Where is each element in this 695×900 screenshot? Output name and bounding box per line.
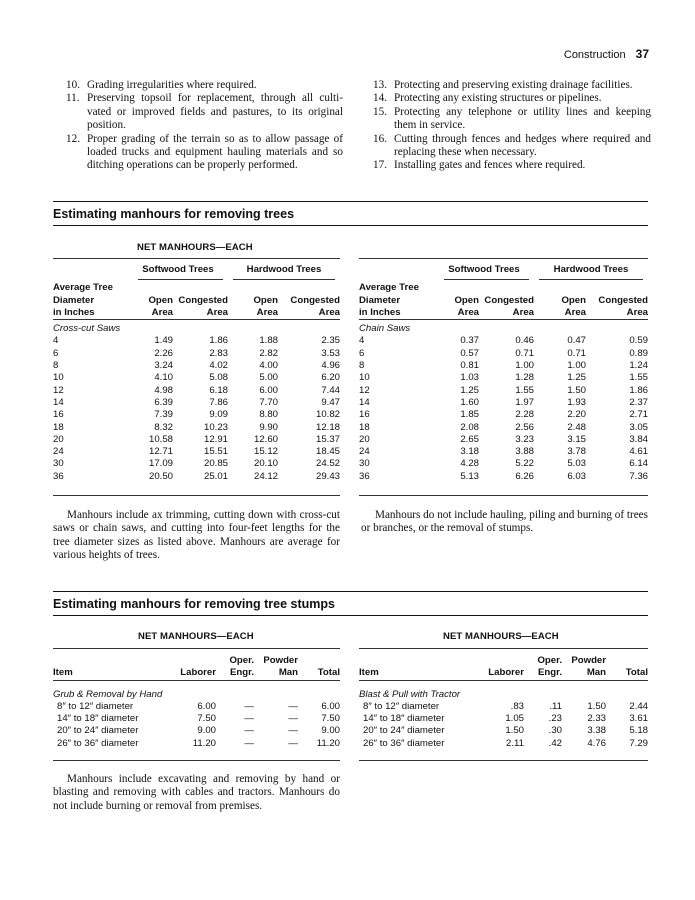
value-cell: 4.00: [259, 360, 278, 372]
col-area: Area: [512, 306, 534, 318]
row-label-cell: 24: [53, 446, 64, 458]
value-cell: .23: [548, 713, 562, 725]
table-row: [359, 713, 648, 725]
item-number: 14.: [373, 92, 387, 105]
trees-title-text: Estimating manhours for removing trees: [53, 207, 295, 221]
value-cell: 5.22: [515, 458, 534, 470]
value-cell: 1.25: [460, 384, 479, 396]
softwood-group-header: Softwood Trees: [142, 264, 214, 275]
value-cell: 10.82: [315, 409, 340, 421]
row-label-cell: 6: [359, 347, 365, 359]
list-item: [367, 106, 651, 133]
value-cell: 12.60: [253, 433, 278, 445]
value-cell: —: [244, 725, 254, 737]
table-row: [53, 409, 340, 421]
col-powder: Powder: [263, 655, 298, 666]
value-cell: 1.50: [505, 725, 524, 737]
item-number: 12.: [66, 132, 80, 145]
value-cell: 1.03: [460, 372, 479, 384]
stumps-caption-left: NET MANHOURS—EACH: [138, 631, 254, 642]
value-cell: 6.00: [259, 384, 278, 396]
row-label-cell: 20″ to 24″ diameter: [57, 725, 139, 737]
col-total: Total: [625, 667, 648, 679]
col-man: Man: [586, 667, 606, 679]
item-number: 13.: [373, 79, 387, 91]
value-cell: —: [288, 725, 298, 737]
intro-list-right: [367, 79, 651, 173]
list-item: [367, 79, 651, 92]
row-label-cell: 26″ to 36″ diameter: [363, 737, 445, 749]
row-label-cell: 14: [53, 396, 64, 408]
item-text: Proper grading of the terrain so as to allow passage of loaded trucks and equipment hauling materials and so ditching operations can be properly performed.: [87, 132, 343, 172]
value-cell: 3.84: [629, 433, 648, 445]
value-cell: 1.55: [629, 372, 648, 384]
value-cell: —: [288, 700, 298, 712]
table-row: [359, 446, 648, 458]
col-engr: Engr.: [230, 667, 254, 679]
row-head: Average Tree: [53, 282, 113, 294]
item-text: Protecting and preserving existing drainage facilities.: [394, 79, 633, 91]
section-name: Construction: [563, 49, 626, 61]
value-cell: 5.18: [629, 725, 648, 737]
table-bottom-rule: [359, 760, 648, 761]
table-row: [53, 701, 340, 713]
group-label: Grub & Removal by Hand: [53, 688, 163, 700]
row-label-cell: 16: [53, 409, 64, 421]
value-cell: 0.47: [567, 335, 586, 347]
value-cell: 2.71: [629, 409, 648, 421]
hardwood-group-header: Hardwood Trees: [553, 264, 629, 275]
table-row: [53, 713, 340, 725]
col-area: Area: [564, 306, 586, 318]
item-text: Protecting any telephone or utility lines and keeping them in service.: [394, 105, 651, 132]
table-row: [359, 738, 648, 750]
table-row: [359, 458, 648, 470]
list-item: [367, 159, 651, 172]
table-row: [53, 360, 340, 372]
group-label: Chain Saws: [359, 323, 411, 335]
value-cell: 2.37: [629, 396, 648, 408]
col-area: Area: [206, 306, 228, 318]
value-cell: 6.00: [321, 700, 340, 712]
row-label-cell: 20: [359, 433, 370, 445]
col-item: Item: [359, 667, 379, 679]
col-open: Open: [454, 294, 479, 306]
value-cell: 0.46: [515, 335, 534, 347]
value-cell: 11.20: [316, 737, 340, 749]
list-item: [60, 79, 343, 92]
table-row: [359, 348, 648, 360]
row-label-cell: 8: [53, 360, 59, 372]
row-label-cell: 36: [359, 470, 370, 482]
table-row: [53, 422, 340, 434]
item-number: 10.: [66, 79, 80, 91]
value-cell: 7.86: [209, 396, 228, 408]
value-cell: 0.81: [460, 360, 479, 372]
row-label-cell: 24: [359, 446, 370, 458]
stumps-note: Manhours include excavating and removing by hand or blasting and removing with cables and tractors. Manhours do not include burning or removal from premises.: [53, 773, 340, 812]
row-label-cell: 36: [53, 470, 64, 482]
row-head: in Inches: [359, 306, 401, 318]
hardwood-group-header: Hardwood Trees: [246, 264, 322, 275]
item-text: Preserving topsoil for replacement, through all culti-vated or improved fields and pastures, to its original position.: [87, 92, 343, 132]
value-cell: 4.96: [321, 360, 340, 372]
value-cell: 3.05: [629, 421, 648, 433]
table-row: [53, 471, 340, 483]
value-cell: 0.71: [567, 347, 586, 359]
table-row: [359, 471, 648, 483]
row-label-cell: 4: [53, 335, 59, 347]
value-cell: 1.05: [505, 713, 524, 725]
value-cell: 1.55: [515, 384, 534, 396]
value-cell: 7.36: [629, 470, 648, 482]
col-area: Area: [626, 306, 648, 318]
row-label-cell: 8: [359, 360, 365, 372]
table-bottom-rule: [359, 495, 648, 496]
row-label-cell: 16: [359, 409, 370, 421]
item-number: 11.: [66, 92, 80, 105]
col-man: Man: [278, 667, 298, 679]
value-cell: 7.44: [321, 384, 340, 396]
value-cell: 5.00: [259, 372, 278, 384]
value-cell: 0.89: [629, 347, 648, 359]
value-cell: —: [244, 737, 254, 749]
value-cell: 1.85: [460, 409, 479, 421]
value-cell: .30: [548, 725, 562, 737]
value-cell: —: [288, 713, 298, 725]
value-cell: 5.08: [209, 372, 228, 384]
col-laborer: Laborer: [180, 667, 216, 679]
value-cell: 2.08: [460, 421, 479, 433]
table-top-rule: [53, 258, 340, 259]
value-cell: 9.00: [321, 725, 340, 737]
col-oper: Oper.: [229, 655, 254, 666]
value-cell: 15.12: [253, 446, 278, 458]
value-cell: 24.52: [315, 458, 340, 470]
col-open: Open: [561, 294, 586, 306]
value-cell: 2.82: [259, 347, 278, 359]
list-item: [60, 133, 343, 173]
value-cell: 7.50: [197, 713, 216, 725]
table-row: [53, 725, 340, 737]
value-cell: 12.91: [203, 433, 228, 445]
list-item: [60, 92, 343, 132]
value-cell: 15.51: [203, 446, 228, 458]
value-cell: 6.18: [209, 384, 228, 396]
value-cell: 1.25: [567, 372, 586, 384]
stumps-table-right: [359, 655, 648, 750]
value-cell: 6.20: [321, 372, 340, 384]
value-cell: 9.00: [197, 725, 216, 737]
value-cell: —: [244, 700, 254, 712]
value-cell: 1.93: [567, 396, 586, 408]
table-row: [53, 348, 340, 360]
value-cell: 3.23: [515, 433, 534, 445]
table-row: [359, 701, 648, 713]
col-item: Item: [53, 667, 73, 679]
value-cell: 3.53: [321, 347, 340, 359]
value-cell: 3.18: [460, 446, 479, 458]
value-cell: 1.97: [515, 396, 534, 408]
value-cell: 9.09: [209, 409, 228, 421]
item-number: 17.: [373, 159, 387, 172]
trees-table-right: [359, 264, 648, 483]
intro-list-left: [60, 79, 343, 173]
value-cell: 6.03: [567, 470, 586, 482]
item-text: Cutting through fences and hedges where required and replacing these when necessary.: [394, 132, 651, 159]
value-cell: 8.80: [259, 409, 278, 421]
softwood-group-header: Softwood Trees: [448, 264, 520, 275]
value-cell: 5.13: [460, 470, 479, 482]
value-cell: .83: [510, 700, 524, 712]
value-cell: 1.00: [567, 360, 586, 372]
table-row: [359, 434, 648, 446]
row-label-cell: 10: [359, 372, 370, 384]
title-rule: [53, 225, 648, 226]
value-cell: 20.85: [203, 458, 228, 470]
col-area: Area: [256, 306, 278, 318]
value-cell: —: [244, 713, 254, 725]
value-cell: 7.70: [259, 396, 278, 408]
value-cell: 2.35: [321, 335, 340, 347]
value-cell: 0.37: [460, 335, 479, 347]
value-cell: 3.88: [515, 446, 534, 458]
row-head: in Inches: [53, 306, 95, 318]
table-top-rule: [359, 258, 648, 259]
col-congested: Congested: [178, 294, 228, 306]
value-cell: 0.57: [460, 347, 479, 359]
table-bottom-rule: [53, 495, 340, 496]
trees-note-left: Manhours include ax trimming, cutting down with cross-cut saws or chain saws, and cutting into four-feet lengths for the tree diameter sizes as listed above. Manhours are average for various heights of trees.: [53, 509, 340, 562]
table-row: [359, 385, 648, 397]
trees-section-title: [53, 201, 648, 221]
group-label: Blast & Pull with Tractor: [359, 688, 461, 700]
value-cell: 1.50: [587, 700, 606, 712]
stumps-title-text: Estimating manhours for removing tree stumps: [53, 597, 335, 611]
group-label: Cross-cut Saws: [53, 323, 121, 335]
col-congested: Congested: [290, 294, 340, 306]
value-cell: 3.78: [567, 446, 586, 458]
table-row: [359, 725, 648, 737]
value-cell: 5.03: [567, 458, 586, 470]
value-cell: 4.61: [629, 446, 648, 458]
value-cell: 0.71: [515, 347, 534, 359]
value-cell: 10.58: [148, 433, 173, 445]
trees-note-right: Manhours do not include hauling, piling and burning of trees or branches, or the removal of stumps.: [361, 509, 648, 535]
stumps-table-left: [53, 655, 340, 750]
value-cell: 2.33: [587, 713, 606, 725]
table-row: [53, 446, 340, 458]
table-row: [53, 458, 340, 470]
value-cell: 1.49: [154, 335, 173, 347]
table-row: [53, 385, 340, 397]
value-cell: 2.56: [515, 421, 534, 433]
col-open: Open: [253, 294, 278, 306]
value-cell: 1.00: [515, 360, 534, 372]
value-cell: 29.43: [315, 470, 340, 482]
row-label-cell: 8″ to 12″ diameter: [57, 700, 134, 712]
value-cell: 0.59: [629, 335, 648, 347]
row-label-cell: 8″ to 12″ diameter: [363, 700, 440, 712]
value-cell: 1.50: [567, 384, 586, 396]
table-row: [53, 335, 340, 347]
col-congested: Congested: [598, 294, 648, 306]
row-label-cell: 26″ to 36″ diameter: [57, 737, 139, 749]
value-cell: 4.02: [209, 360, 228, 372]
value-cell: 2.28: [515, 409, 534, 421]
value-cell: 2.48: [567, 421, 586, 433]
value-cell: 15.37: [315, 433, 340, 445]
value-cell: 6.14: [629, 458, 648, 470]
value-cell: 1.24: [629, 360, 648, 372]
trees-table-left: [53, 264, 340, 483]
row-label-cell: 20: [53, 433, 64, 445]
value-cell: 9.90: [259, 421, 278, 433]
trees-caption: NET MANHOURS—EACH: [137, 242, 253, 253]
row-label-cell: 14″ to 18″ diameter: [57, 713, 139, 725]
value-cell: 8.32: [154, 421, 173, 433]
value-cell: 2.83: [209, 347, 228, 359]
table-row: [53, 397, 340, 409]
row-label-cell: 20″ to 24″ diameter: [363, 725, 445, 737]
table-row: [359, 335, 648, 347]
value-cell: 2.26: [154, 347, 173, 359]
value-cell: 4.10: [154, 372, 173, 384]
table-row: [359, 422, 648, 434]
row-label-cell: 14″ to 18″ diameter: [363, 713, 445, 725]
row-label-cell: 18: [53, 421, 64, 433]
row-head: Diameter: [53, 294, 95, 306]
col-powder: Powder: [571, 655, 606, 666]
value-cell: 17.09: [148, 458, 173, 470]
table-bottom-rule: [53, 760, 340, 761]
table-row: [359, 397, 648, 409]
item-text: Installing gates and fences where required.: [394, 159, 586, 172]
value-cell: —: [288, 737, 298, 749]
col-engr: Engr.: [538, 667, 562, 679]
title-rule: [53, 615, 648, 616]
value-cell: 11.20: [192, 737, 216, 749]
col-area: Area: [457, 306, 479, 318]
col-laborer: Laborer: [488, 667, 524, 679]
row-label-cell: 10: [53, 372, 64, 384]
stumps-section-title: [53, 591, 648, 611]
row-label-cell: 30: [359, 458, 370, 470]
value-cell: 9.47: [321, 396, 340, 408]
list-item: [367, 92, 651, 105]
value-cell: 2.65: [460, 433, 479, 445]
row-label-cell: 12: [359, 384, 370, 396]
item-number: 15.: [373, 105, 387, 118]
value-cell: 1.86: [629, 384, 648, 396]
stumps-caption-right: NET MANHOURS—EACH: [443, 631, 559, 642]
table-row: [359, 372, 648, 384]
value-cell: 6.39: [154, 396, 173, 408]
item-number: 16.: [373, 132, 387, 145]
value-cell: .42: [548, 737, 562, 749]
value-cell: 2.44: [629, 700, 648, 712]
row-label-cell: 4: [359, 335, 365, 347]
value-cell: 12.71: [148, 446, 173, 458]
item-text: Grading irregularities where required.: [87, 79, 257, 91]
value-cell: 2.20: [567, 409, 586, 421]
row-head: Diameter: [359, 294, 401, 306]
value-cell: 6.00: [197, 700, 216, 712]
value-cell: 3.15: [567, 433, 586, 445]
value-cell: 3.38: [587, 725, 606, 737]
value-cell: 1.28: [515, 372, 534, 384]
value-cell: 1.88: [259, 335, 278, 347]
value-cell: 10.23: [203, 421, 228, 433]
value-cell: 18.45: [315, 446, 340, 458]
row-head: Average Tree: [359, 282, 419, 294]
value-cell: 20.10: [253, 458, 278, 470]
table-top-rule: [53, 648, 340, 649]
value-cell: 7.50: [321, 713, 340, 725]
col-area: Area: [151, 306, 173, 318]
value-cell: 25.01: [203, 470, 228, 482]
col-total: Total: [317, 667, 340, 679]
value-cell: 24.12: [253, 470, 278, 482]
value-cell: 1.60: [460, 396, 479, 408]
col-area: Area: [318, 306, 340, 318]
table-row: [359, 360, 648, 372]
col-open: Open: [148, 294, 173, 306]
table-row: [53, 738, 340, 750]
value-cell: 2.11: [506, 737, 524, 749]
row-label-cell: 18: [359, 421, 370, 433]
running-head: [564, 47, 649, 61]
table-row: [359, 409, 648, 421]
value-cell: 20.50: [148, 470, 173, 482]
value-cell: 7.39: [154, 409, 173, 421]
value-cell: 7.29: [629, 737, 648, 749]
page-number: 37: [635, 47, 649, 61]
value-cell: 4.98: [154, 384, 173, 396]
value-cell: .11: [549, 700, 562, 712]
row-label-cell: 30: [53, 458, 64, 470]
value-cell: 4.76: [587, 737, 606, 749]
value-cell: 1.86: [209, 335, 228, 347]
value-cell: 3.24: [154, 360, 173, 372]
table-row: [53, 372, 340, 384]
list-item: [367, 133, 651, 160]
item-text: Protecting any existing structures or pipelines.: [394, 92, 602, 105]
value-cell: 4.28: [460, 458, 479, 470]
row-label-cell: 14: [359, 396, 370, 408]
row-label-cell: 12: [53, 384, 64, 396]
value-cell: 12.18: [315, 421, 340, 433]
row-label-cell: 6: [53, 347, 59, 359]
col-oper: Oper.: [537, 655, 562, 666]
col-congested: Congested: [484, 294, 534, 306]
table-top-rule: [359, 648, 648, 649]
value-cell: 3.61: [629, 713, 648, 725]
value-cell: 6.26: [515, 470, 534, 482]
table-row: [53, 434, 340, 446]
